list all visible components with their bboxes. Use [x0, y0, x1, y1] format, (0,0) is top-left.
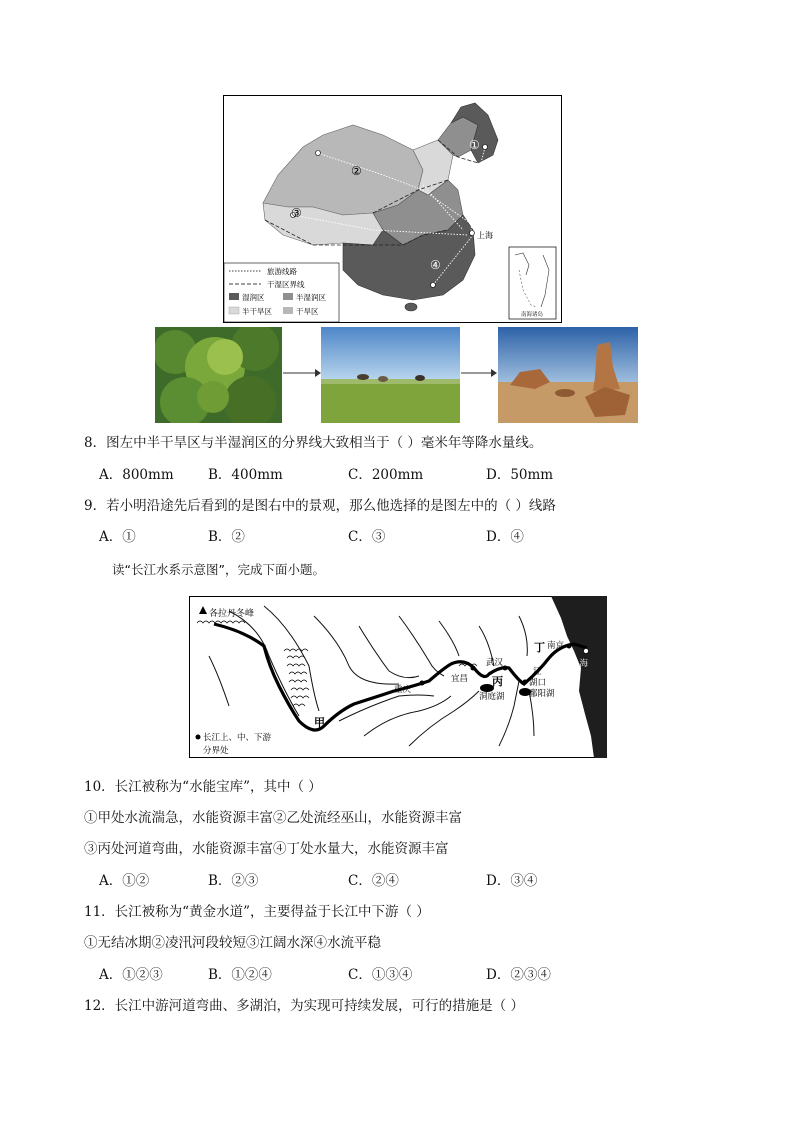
desert-photo [498, 327, 638, 423]
label-nanjing: 南京 [547, 641, 565, 651]
q11-option-a[interactable]: A．①②③ [99, 967, 163, 983]
landscape-photo-sequence [155, 327, 638, 423]
forest-photo [155, 327, 282, 423]
q10-option-b[interactable]: B．②③ [208, 873, 259, 889]
q10-statement-line1: ①甲处水流湍急，水能资源丰富②乙处流经巫山，水能资源丰富 [84, 810, 462, 826]
route-marker-3: ③ [291, 206, 302, 220]
q11-option-c[interactable]: C．①③④ [348, 967, 413, 983]
legend-boundary: 干湿区界线 [267, 280, 305, 289]
q11-option-b[interactable]: B．①②④ [208, 967, 272, 983]
q9-option-b[interactable]: B．② [208, 529, 245, 545]
city-label-shanghai: 上海 [477, 231, 493, 240]
route-marker-1: ① [469, 138, 480, 152]
legend-humid: 湿润区 [242, 293, 265, 302]
question-12-stem: 12．长江中游河道弯曲、多湖泊，为实现可持续发展，可行的措施是（ ） [84, 998, 524, 1014]
china-dry-wet-regions-map [223, 95, 562, 323]
boundary-note-line2: 分界处 [203, 746, 229, 756]
legend-route: 旅游线路 [267, 267, 297, 276]
q11-option-d[interactable]: D．②③④ [486, 967, 551, 983]
q9-option-a[interactable]: A．① [99, 529, 136, 545]
q10-statement-line2: ③丙处河道弯曲，水能资源丰富④丁处水量大，水能资源丰富 [84, 841, 449, 857]
label-hukou: 湖口 [529, 678, 547, 688]
question-10-stem: 10．长江被称为“水能宝库”，其中（ ） [84, 779, 322, 795]
label-yichang: 宜昌 [451, 674, 469, 684]
label-bing: 丙 [492, 675, 503, 688]
question-11-stem: 11．长江被称为“黄金水道”，主要得益于长江中下游（ ） [84, 904, 430, 920]
grassland-photo [321, 327, 460, 423]
boundary-note-line1: 长江上、中、下游 [203, 733, 272, 743]
label-shanghai: 上海 [571, 659, 589, 669]
label-dongting: 洞庭湖 [479, 692, 505, 702]
label-peak: 各拉丹冬峰 [209, 609, 255, 619]
arrow-right-icon [283, 369, 321, 377]
label-poyang: 鄱阳湖 [529, 689, 555, 699]
south-china-sea-inset [509, 247, 556, 319]
label-wuhan: 武汉 [486, 658, 504, 668]
arrow-right-icon-2 [461, 369, 497, 377]
inset-label: 南海诸岛 [521, 312, 544, 318]
q8-option-d[interactable]: D．50mm [486, 467, 554, 483]
legend-semi-humid: 半湿润区 [296, 293, 326, 302]
q10-option-c[interactable]: C．②④ [348, 873, 399, 889]
label-chongqing: 重庆 [394, 685, 412, 695]
question-9-stem: 9．若小明沿途先后看到的是图右中的景观，那么他选择的是图左中的（ ）线路 [84, 498, 556, 514]
map-legend [224, 263, 339, 322]
label-jia: 甲 [314, 716, 325, 729]
q8-option-a[interactable]: A．800mm [99, 467, 174, 483]
q11-statement-line1: ①无结冰期②凌汛河段较短③江阔水深④水流平稳 [84, 935, 381, 951]
question-8-stem: 8．图左中半干旱区与半湿润区的分界线大致相当于（ ）毫米年等降水量线。 [84, 435, 543, 451]
q8-option-b[interactable]: B．400mm [208, 467, 283, 483]
route-marker-4: ④ [430, 258, 441, 272]
label-ding: 丁 [534, 641, 545, 654]
reading-instruction: 读“长江水系示意图”，完成下面小题。 [112, 562, 325, 577]
q8-option-c[interactable]: C．200mm [348, 467, 424, 483]
q9-option-c[interactable]: C．③ [348, 529, 386, 545]
legend-arid: 干旱区 [296, 307, 319, 316]
q9-option-d[interactable]: D．④ [486, 529, 524, 545]
route-marker-2: ② [351, 164, 362, 178]
label-jiang: 江 [533, 667, 542, 677]
q10-option-d[interactable]: D．③④ [486, 873, 538, 889]
yangtze-river-system-map [189, 596, 607, 758]
q10-option-a[interactable]: A．①② [99, 873, 150, 889]
legend-semi-arid: 半干旱区 [242, 307, 272, 316]
